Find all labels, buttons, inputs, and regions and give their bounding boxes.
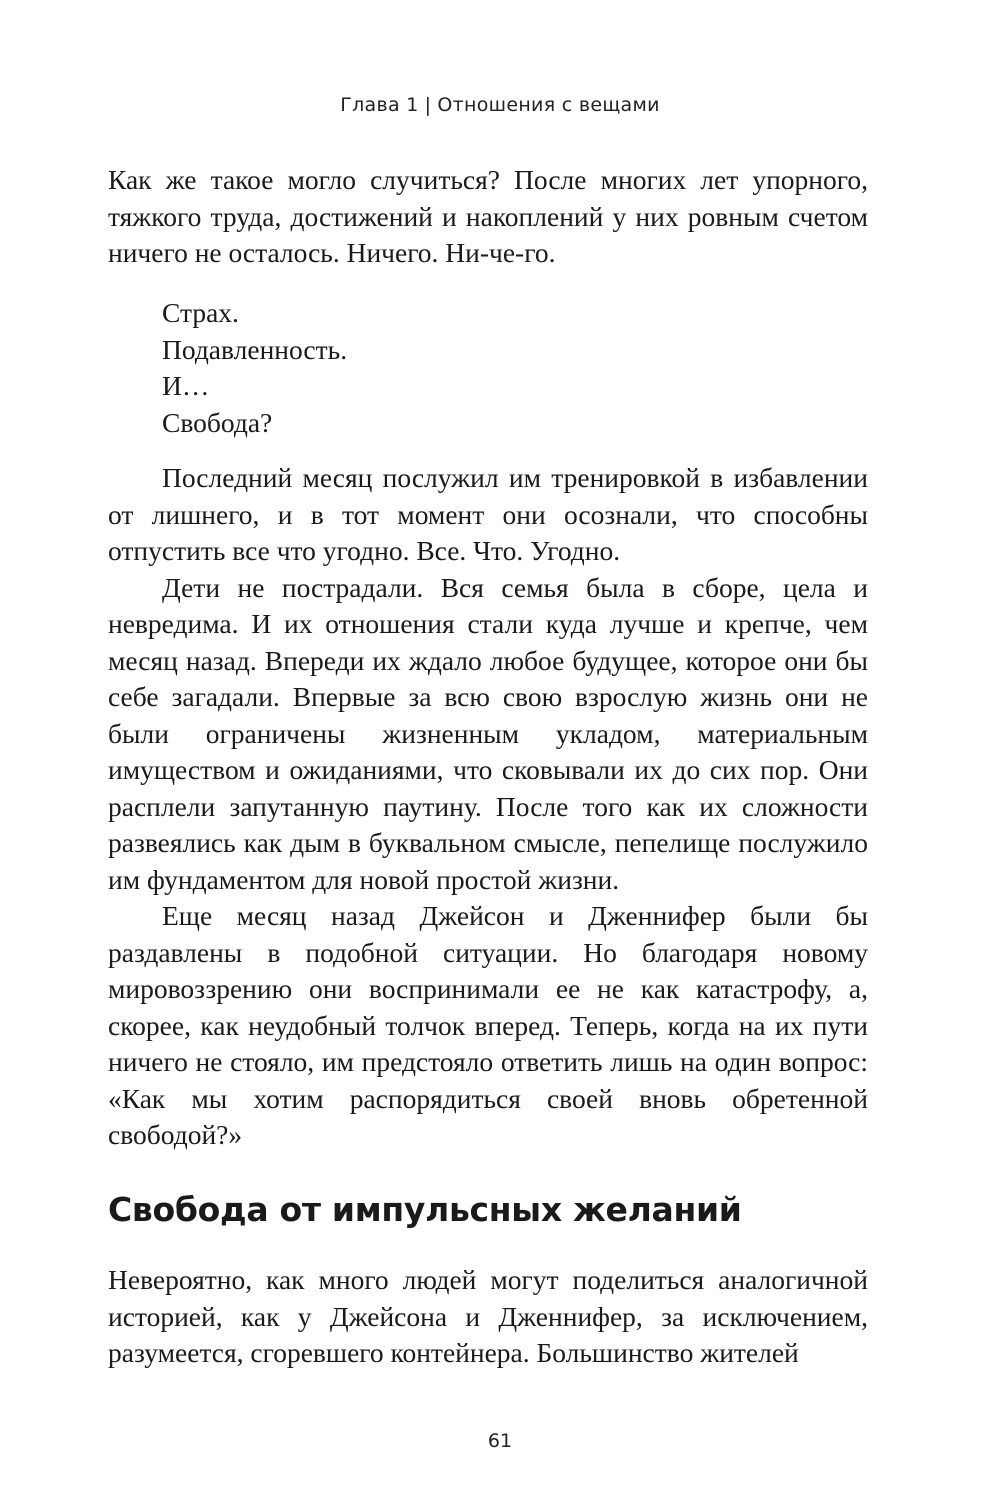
opening-paragraph-block	[108, 162, 868, 272]
section-heading: Свобода от импульсных желаний	[108, 1190, 742, 1229]
page-number: 61	[487, 1430, 513, 1452]
running-head-title: Отношения с вещами	[437, 94, 660, 116]
verse-line: Подавленность.	[162, 333, 348, 365]
running-head-chapter: Глава 1	[340, 94, 419, 116]
verse-line: И…	[162, 370, 210, 401]
running-head	[0, 94, 1000, 116]
verse-block	[162, 295, 347, 441]
verse-line: Страх.	[162, 297, 239, 328]
paragraph: Как же такое могло случиться? После многих лет упорного, тяжкого труда, достижений и накоплений у них ровным счетом ничего не осталось. Ничего. Ни-че-го.	[108, 164, 868, 268]
paragraph: Еще месяц назад Джейсон и Дженнифер были бы раздавлены в подобной ситуации. Но благодаря новому мировоззрению они воспринимали ее не как катастрофу, а, скорее, как неудобный толчок вперед. Теперь, когда на их пути ничего не стояло, им предстояло ответить лишь на один вопрос: «Как мы хотим распорядиться своей вновь обретенной свободой?»	[108, 900, 868, 1150]
paragraph: Последний месяц послужил им тренировкой в избавлении от лишнего, и в тот момент они осознали, что способны отпустить все что угодно. Все. Что. Угодно.	[108, 462, 868, 566]
running-head-separator: |	[424, 94, 432, 116]
paragraph: Дети не пострадали. Вся семья была в сборе, цела и невредима. И их отношения стали куда лучше и крепче, чем месяц назад. Впереди их ждало любое будущее, которое они бы себе загадали. Впервые за всю свою взрослую жизнь они не были ограничены жизненным укладом, материальным имуществом и ожиданиями, что сковывали их до сих пор. Они расплели запутанную паутину. После того как их сложности развеялись как дым в буквальном смысле, пепелище послужило им фундаментом для новой простой жизни.	[108, 571, 868, 895]
verse-line: Свобода?	[162, 406, 273, 438]
section-text-block	[108, 1262, 868, 1372]
paragraph: Невероятно, как много людей могут поделиться аналогичной историей, как у Джейсона и Дженнифер, за исключением, разумеется, сгоревшего контейнера. Большинство жителей	[108, 1264, 868, 1368]
main-text-block	[108, 460, 868, 1154]
